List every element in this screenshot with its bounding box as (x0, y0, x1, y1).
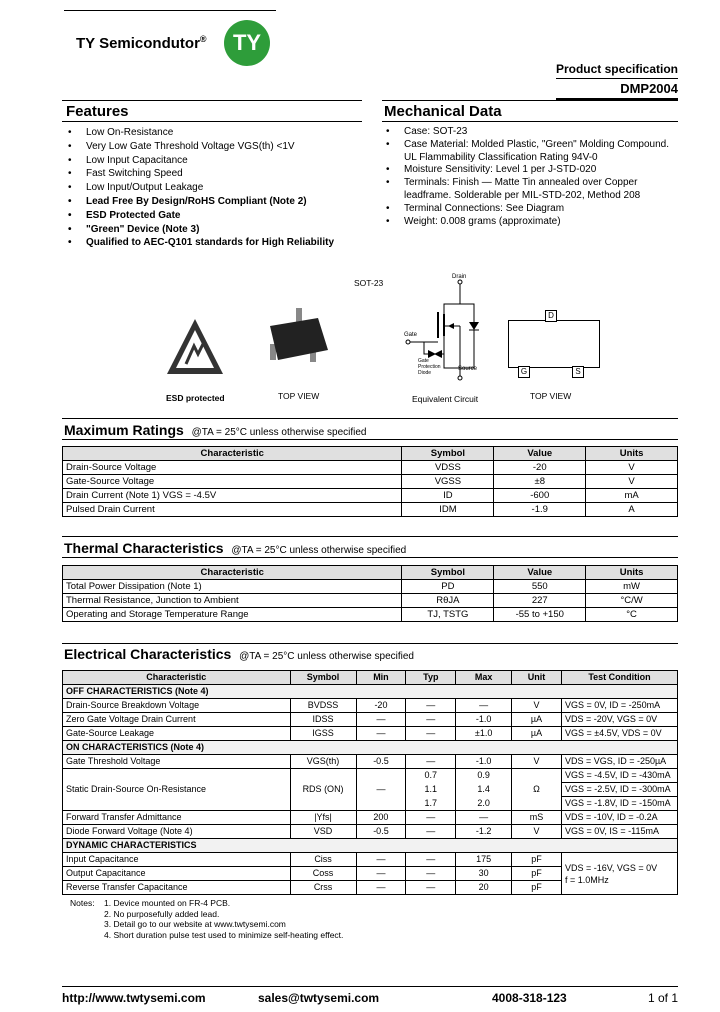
table-row: Reverse Transfer Capacitance Crss — — 20 pF (63, 881, 678, 895)
sot23-label: SOT-23 (354, 278, 384, 288)
max-title-text: Maximum Ratings (64, 422, 184, 438)
table-subheader-row: DYNAMIC CHARACTERISTICS (63, 839, 678, 853)
table-header-row: Characteristic Symbol Min Typ Max Unit Test Condition (63, 671, 678, 685)
electrical-table (62, 670, 678, 895)
mech-item: • Case: SOT-23 (384, 126, 680, 139)
feature-item: • Low On-Resistance (66, 126, 366, 140)
features-title: Features (66, 103, 129, 120)
notes-label: Notes: (70, 898, 95, 908)
footer-rule (62, 986, 678, 987)
brand-name: TY Semicondutor® (76, 34, 207, 52)
equivalent-circuit-label: Equivalent Circuit (412, 394, 479, 404)
feature-item: • ESD Protected Gate (66, 209, 366, 223)
table-row: 1.1 1.4 VGS = -2.5V, ID = -300mA (63, 783, 678, 797)
footer-email[interactable]: sales@twtysemi.com (258, 991, 380, 1005)
gate-protection-diode-label: Gate Protection Diode (418, 358, 441, 376)
feature-item: • Very Low Gate Threshold Voltage VGS(th) <1V (66, 140, 366, 154)
top-rule (64, 10, 276, 11)
mech-item: • Weight: 0.008 grams (approximate) (384, 216, 680, 229)
esd-label: ESD protected (166, 393, 225, 403)
table-row: Gate-Source Voltage VGSS ±8 V (63, 475, 678, 489)
table-row: Forward Transfer Admittance |Yfs| 200 — — mS VDS = -10V, ID = -0.2A (63, 811, 678, 825)
max-title (64, 422, 366, 438)
pin-d: D (545, 310, 557, 322)
footer-phone: 4008-318-123 (492, 991, 567, 1005)
mech-item: • Moisture Sensitivity: Level 1 per J-STD-020 (384, 164, 680, 177)
note-item: 4. Short duration pulse test used to minimize self-heating effect. (104, 929, 344, 940)
max-rule-top (62, 418, 678, 419)
mech-rule (382, 121, 678, 122)
table-row: Total Power Dissipation (Note 1) PD 550 mW (63, 580, 678, 594)
table-row: Drain-Source Voltage VDSS -20 V (63, 461, 678, 475)
ty-logo: TY (224, 20, 270, 66)
table-row: Operating and Storage Temperature Range TJ, TSTG -55 to +150 °C (63, 608, 678, 622)
thermal-rule-top (62, 536, 678, 537)
table-row: Diode Forward Voltage (Note 4) VSD -0.5 — -1.2 V VGS = 0V, IS = -115mA (63, 825, 678, 839)
thermal-title-text: Thermal Characteristics (64, 540, 224, 556)
note-item: 3. Detail go to our website at www.twtysemi.com (104, 919, 286, 929)
mech-rule-top (382, 100, 678, 101)
max-cond: @TA = 25°C unless otherwise specified (191, 427, 367, 438)
feature-item: • Lead Free By Design/RoHS Compliant (Note 2) (66, 195, 366, 209)
pin-g: G (518, 366, 530, 378)
mech-item: • Case Material: Molded Plastic, "Green" Molding Compound. UL Flammability Classification Rating 94V-0 (384, 139, 680, 165)
mech-list (384, 126, 680, 228)
features-list (66, 126, 366, 250)
table-header-row: Characteristic Symbol Value Units (63, 566, 678, 580)
table-row: Drain Current (Note 1) VGS = -4.5V ID -600 mA (63, 489, 678, 503)
table-row: Drain-Source Breakdown Voltage BVDSS -20 — — V VGS = 0V, ID = -250mA (63, 699, 678, 713)
spec-rule (556, 78, 678, 79)
elec-cond: @TA = 25°C unless otherwise specified (239, 651, 414, 662)
notes-list (104, 898, 343, 940)
top-view-label: TOP VIEW (278, 391, 320, 401)
pin-s: S (572, 366, 584, 378)
thermal-rule (62, 557, 678, 558)
elec-title-text: Electrical Characteristics (64, 646, 232, 662)
table-row: Output Capacitance Coss — — 30 pF (63, 867, 678, 881)
table-row: Pulsed Drain Current IDM -1.9 A (63, 503, 678, 517)
feature-item: • Low Input/Output Leakage (66, 181, 366, 195)
mech-item: • Terminal Connections: See Diagram (384, 203, 680, 216)
page-number: 1 of 1 (648, 991, 679, 1005)
max-rule (62, 439, 678, 440)
footer-url[interactable]: http://www.twtysemi.com (62, 991, 206, 1005)
thermal-cond: @TA = 25°C unless otherwise specified (231, 545, 407, 556)
table-row: Gate Threshold Voltage VGS(th) -0.5 — -1.0 V VDS = VGS, ID = -250µA (63, 755, 678, 769)
table-row: Thermal Resistance, Junction to Ambient RθJA 227 °C/W (63, 594, 678, 608)
table-subheader-row: OFF CHARACTERISTICS (Note 4) (63, 685, 678, 699)
esd-symbol-icon (164, 316, 226, 396)
drain-label: Drain (452, 274, 467, 280)
features-rule (62, 121, 362, 122)
mech-item: • Terminals: Finish — Matte Tin annealed over Copper leadframe. Solderable per MIL-STD-202, Method 208 (384, 177, 680, 203)
feature-item: • Fast Switching Speed (66, 167, 366, 181)
feature-item: • Qualified to AEC-Q101 standards for High Reliability (66, 236, 366, 250)
top-view-package (508, 320, 600, 368)
feature-item: • Low Input Capacitance (66, 154, 366, 168)
table-row: Zero Gate Voltage Drain Current IDSS — — -1.0 µA VDS = -20V, VGS = 0V (63, 713, 678, 727)
product-spec-label: Product specification (555, 62, 678, 76)
features-rule-top (62, 100, 362, 101)
table-row: Input Capacitance Ciss — — 175 pF VDS = -16V, VGS = 0V f = 1.0MHz (63, 853, 678, 867)
thermal-title (64, 540, 406, 556)
table-subheader-row: ON CHARACTERISTICS (Note 4) (63, 741, 678, 755)
elec-title (64, 646, 414, 662)
gate-label: Gate (404, 332, 418, 338)
sot23-package-image (262, 306, 332, 368)
dyn-cond-1: VDS = -16V, VGS = 0V (564, 862, 658, 873)
elec-rule-top (62, 643, 678, 644)
table-row: 1.7 2.0 VGS = -1.8V, ID = -150mA (63, 797, 678, 811)
source-label: Source (458, 366, 478, 372)
table-header-row: Characteristic Symbol Value Units (63, 447, 678, 461)
dyn-cond-2: f = 1.0MHz (564, 874, 609, 885)
note-item: 1. Device mounted on FR-4 PCB. (104, 898, 231, 908)
max-ratings-table (62, 446, 678, 517)
mech-title: Mechanical Data (384, 103, 502, 120)
table-row: Gate-Source Leakage IGSS — — ±1.0 µA VGS = ±4.5V, VDS = 0V (63, 727, 678, 741)
table-row: Static Drain-Source On-Resistance RDS (ON) — 0.7 0.9 Ω VGS = -4.5V, ID = -430mA (63, 769, 678, 783)
thermal-table (62, 565, 678, 622)
feature-item: • "Green" Device (Note 3) (66, 223, 366, 237)
note-item: 2. No purposefully added lead. (104, 908, 220, 919)
part-number: DMP2004 (620, 81, 678, 96)
top-view-label-2: TOP VIEW (530, 391, 572, 401)
